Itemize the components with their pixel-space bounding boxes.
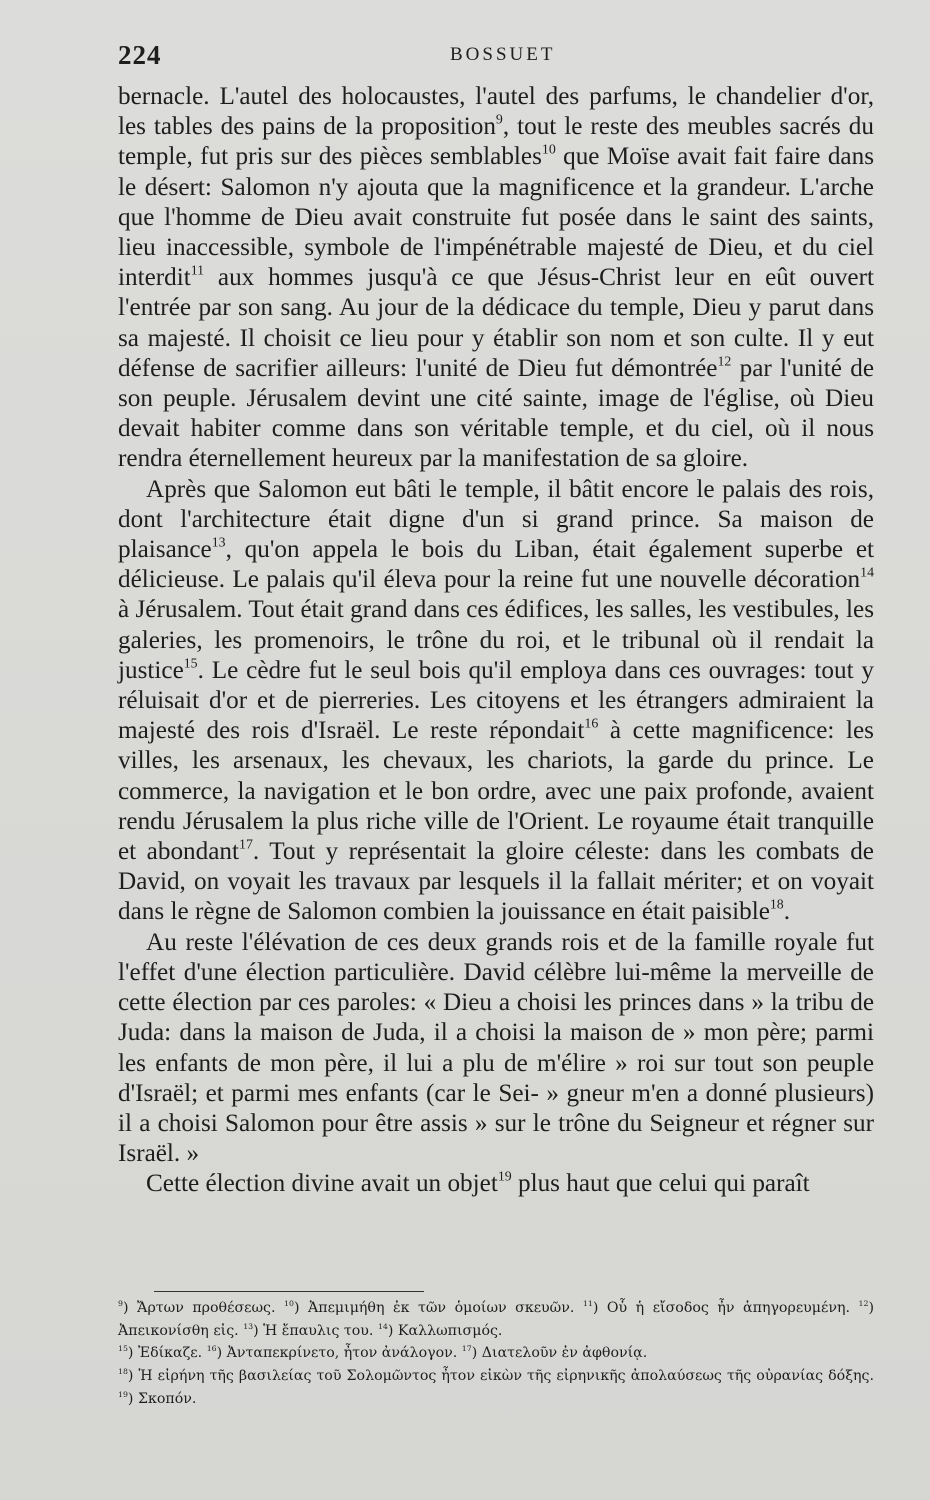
footnote-ref: 12 [858, 1299, 869, 1309]
footnote-ref: 17 [239, 836, 253, 852]
text-run: Au reste l'élévation de ces deux grands rois et de la famille royale fut l'effet d'une élection particulière. David célèbre lui-même la merveille de cette élection par ces paroles: « Dieu a choisi les princes dans » la tribu de Juda: dans la maison de Juda, il a choisi la maison de » mon père; parmi les enfants de mon père, il lui a plu de m'élire » roi sur tout son peuple d'Israël; et parmi mes enfants (car le Sei- » gneur m'en a donné plusieurs) il a choisi Salomon pour être assis » sur le trône du Seigneur et régner sur Israël. » [118, 928, 874, 1168]
text-run: ) Ἀπεικονίσθη εἰς. [118, 1300, 874, 1339]
text-run: , qu'on appela le bois du Liban, était également superbe et délicieuse. Le palais qu'il éleva pour la reine fut une nouvelle décoration [118, 536, 874, 594]
footnote-ref: 16 [584, 715, 599, 731]
text-run: ) Ἐδίκαζε. [127, 1345, 207, 1362]
footnote-ref: 11 [190, 262, 205, 278]
footnote-ref: 9 [118, 1299, 123, 1309]
footnote-ref: 14 [377, 1321, 388, 1331]
text-run: ) Διατελοῦν ἐν ἀφθονίᾳ. [471, 1345, 648, 1362]
text-run: . Le cèdre fut le seul bois qu'il employa dans ces ouvrages: tout y réluisait d'or et de pierreries. Les citoyens et les étrangers admiraient la majesté des rois d'Israël. Le reste répondait [118, 656, 874, 745]
footnote-ref: 16 [206, 1344, 217, 1354]
text-run: ) Ἀπεμιμήθη ἐκ τῶν ὁμοίων σκευῶν. [293, 1300, 583, 1316]
text-run: à Jérusalem. Tout était grand dans ces édifices, les salles, les vestibules, les galeries, les promenoirs, le trône du roi, et le tribunal où il rendait la justice [118, 596, 874, 684]
footnote-divider [154, 1291, 424, 1292]
footnote-ref: 11 [582, 1299, 593, 1309]
footnote-ref: 14 [860, 564, 874, 580]
footnote-ref: 15 [118, 1344, 128, 1354]
text-run: , tout le reste des meubles sacrés du temple, fut pris sur des pièces semblables [118, 113, 874, 171]
text-run: aux hommes jusqu'à ce que Jésus-Christ leur en eût ouvert l'entrée par son sang. Au jour de la dédicace du temple, Dieu y parut dans sa majesté. Il choisit ce lieu pour y établir son nom et son culte. Il y eut défense de sacrifier ailleurs: l'unité de Dieu fut démontrée [118, 264, 874, 382]
text-run: ) Ἡ εἰρήνη τῆς βασιλείας τοῦ Σολομῶντος ἦτον εἰκὼν τῆς εἰρηνικῆς ἀπολαύσεως τῆς οὐρανίας δόξης. [127, 1368, 874, 1385]
text-run: ) Ἡ ἔπαυλις του. [253, 1322, 378, 1339]
text-run: Après que Salomon eut bâti le temple, il bâtit encore le palais des rois, dont l'architecture était digne d'un si grand prince. Sa maison de plaisance [118, 475, 874, 564]
footnote-line [118, 1365, 874, 1410]
text-run: ) Καλλωπισμός. [387, 1322, 503, 1339]
text-run: Cette élection divine avait un objet [146, 1170, 498, 1198]
footnote-ref: 12 [717, 353, 732, 369]
text-run: à cette magnificence: les villes, les arsenaux, les chevaux, les chariots, la garde du prince. Le commerce, la navigation et le bon ordre, avec une paix profonde, avaient rendu Jérusalem la plus riche ville de l'Orient. Le royaume était tranquille et abondant [118, 717, 874, 866]
footnote-ref: 9 [495, 111, 503, 127]
page-header [118, 40, 870, 72]
footnote-ref: 18 [769, 897, 784, 913]
text-run: bernacle. L'autel des holocaustes, l'autel des parfums, le chandelier d'or, les tables des pains de la proposition [118, 83, 874, 141]
page-number: 224 [118, 40, 162, 70]
text-run: ) Οὗ ἡ εἴσοδος ἦν ἀπηγορευμένη. [592, 1300, 859, 1316]
footnotes [118, 1297, 874, 1411]
paragraph [118, 928, 874, 1170]
footnote-ref: 15 [183, 655, 198, 671]
text-run: . [783, 898, 791, 926]
text-run: par l'unité de son peuple. Jérusalem devint une cité sainte, image de l'église, où Dieu devait habiter comme dans son véritable temple, et du ciel, où il nous rendra éternellement heureux par la manifestation de sa gloire. [118, 354, 874, 473]
paragraph [118, 82, 874, 475]
text-run: plus haut que celui qui paraît [511, 1170, 810, 1198]
footnote-ref: 10 [541, 142, 556, 158]
text-run: ) Ἄρτων προθέσεως. [122, 1300, 285, 1316]
paragraph [118, 1169, 874, 1199]
footnote-ref: 13 [211, 534, 226, 550]
footnote-ref: 17 [461, 1344, 472, 1354]
footnote-line [118, 1297, 874, 1342]
footnote-ref: 19 [497, 1168, 512, 1184]
running-head: BOSSUET [450, 44, 556, 65]
footnote-line [118, 1342, 874, 1365]
text-run: ) Ἀνταπεκρίνετο, ἦτον ἀνάλογον. [216, 1345, 462, 1362]
footnote-ref: 13 [243, 1321, 254, 1331]
paragraph [118, 475, 874, 928]
footnote-ref: 19 [118, 1389, 128, 1399]
footnote-ref: 18 [118, 1367, 128, 1377]
main-text [118, 82, 874, 1200]
footnote-ref: 10 [284, 1299, 294, 1309]
text-run: . Tout y représentait la gloire céleste: dans les combats de David, on voyait les travaux par lesquels il la fallait mériter; et on voyait dans le règne de Salomon combien la jouissance en était paisible [118, 838, 874, 926]
text-run: ) Σκοπόν. [127, 1390, 197, 1407]
text-run: que Moïse avait fait faire dans le désert: Salomon n'y ajouta que la magnificence et la grandeur. L'arche que l'homme de Dieu avait construite fut posée dans le saint des saints, lieu inaccessible, symbole de l'impénétrable majesté de Dieu, et du ciel interdit [118, 143, 874, 292]
